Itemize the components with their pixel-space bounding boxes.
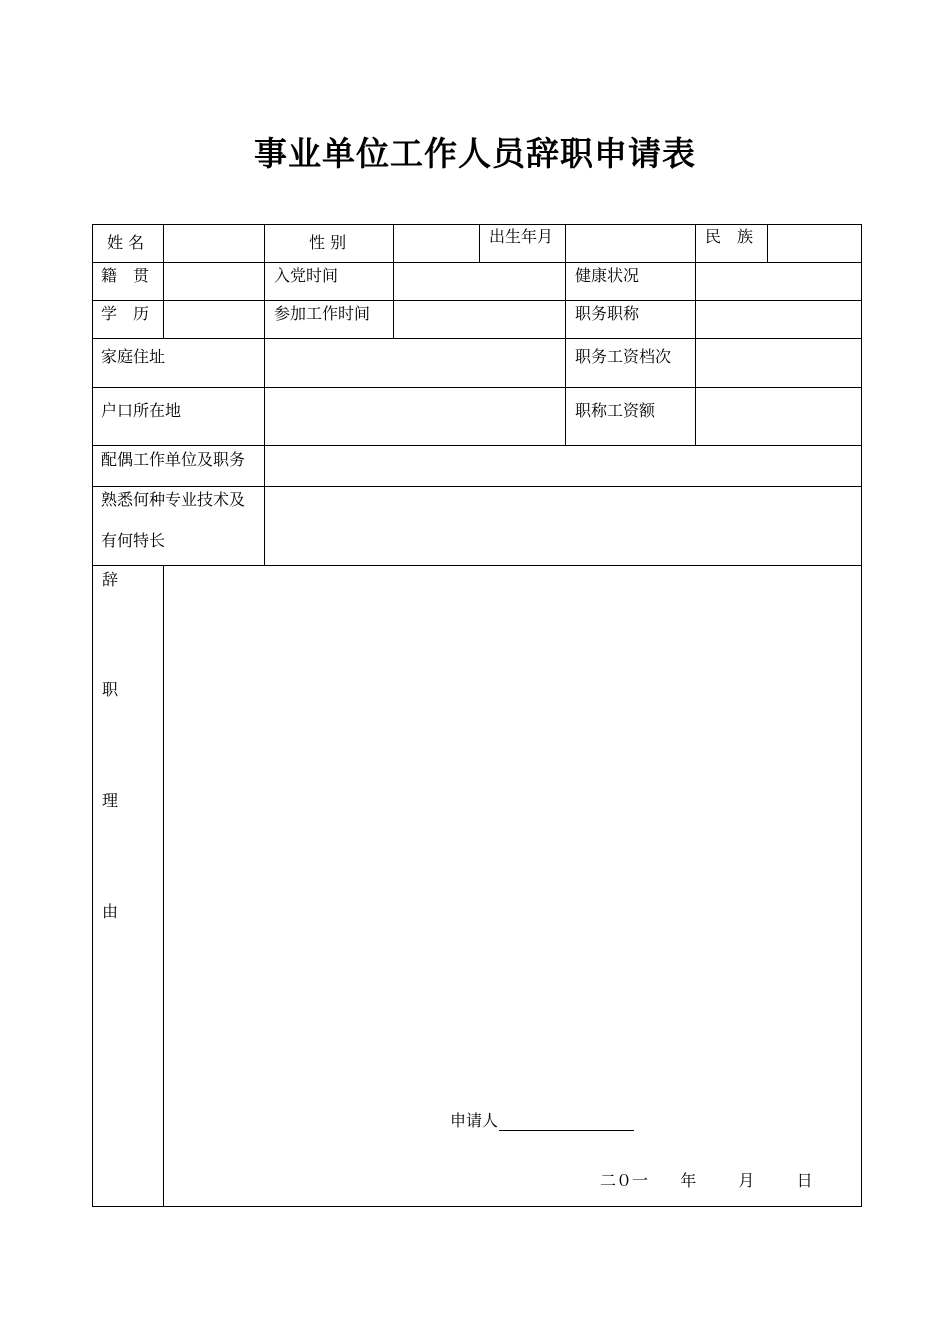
birth-date-field[interactable]: [566, 225, 695, 262]
applicant-signature: [450, 1111, 634, 1131]
label-education: 学 历: [101, 304, 150, 323]
education-field[interactable]: [164, 301, 264, 338]
work-start-date-field[interactable]: [394, 301, 565, 338]
resignation-reason-field[interactable]: [164, 566, 861, 1086]
label-hukou-location: 户口所在地: [101, 401, 182, 420]
title-salary-field[interactable]: [696, 388, 861, 445]
reason-label-char: 由: [102, 902, 119, 921]
post-title-field[interactable]: [696, 301, 861, 338]
name-field[interactable]: [164, 225, 264, 262]
label-spouse-employer: 配偶工作单位及职务: [101, 450, 246, 469]
ethnicity-field[interactable]: [768, 225, 861, 262]
post-salary-grade-field[interactable]: [696, 339, 861, 387]
reason-label-char: 理: [102, 791, 119, 810]
label-post-title: 职务职称: [575, 304, 640, 323]
label-birth-date: 出生年月: [489, 227, 554, 246]
resignation-form: [92, 224, 862, 1207]
native-place-field[interactable]: [164, 263, 264, 300]
date-month: 月: [738, 1171, 755, 1190]
label-health: 健康状况: [575, 266, 640, 285]
signature-line[interactable]: [499, 1114, 634, 1131]
label-work-start-date: 参加工作时间: [274, 304, 371, 323]
border-right: [861, 224, 862, 1207]
label-native-place: 籍 贯: [101, 266, 150, 285]
border-left: [92, 224, 93, 1207]
skills-field[interactable]: [265, 487, 861, 565]
health-field[interactable]: [696, 263, 861, 300]
label-name: 姓 名: [107, 233, 145, 252]
spouse-employer-field[interactable]: [265, 446, 861, 486]
reason-label-char: 职: [102, 680, 119, 699]
page-title: 事业单位工作人员辞职申请表: [254, 134, 696, 173]
date-day: 日: [796, 1171, 813, 1190]
label-ethnicity: 民 族: [705, 227, 754, 246]
label-party-join-date: 入党时间: [274, 266, 339, 285]
date-line: [600, 1171, 813, 1191]
reason-label-char: 辞: [102, 570, 119, 589]
hukou-location-field[interactable]: [265, 388, 565, 445]
label-post-salary-grade: 职务工资档次: [575, 347, 672, 366]
home-address-field[interactable]: [265, 339, 565, 387]
label-skills-line2: 有何特长: [101, 531, 166, 550]
label-title-salary: 职称工资额: [575, 401, 656, 420]
applicant-label: 申请人: [450, 1111, 499, 1130]
label-home-address: 家庭住址: [101, 347, 166, 366]
label-skills-line1: 熟悉何种专业技术及: [101, 490, 246, 509]
gender-field[interactable]: [394, 225, 479, 262]
party-join-date-field[interactable]: [394, 263, 565, 300]
col-divider: [479, 224, 480, 262]
date-year-prefix: 二０一: [600, 1171, 649, 1190]
row-divider: [92, 1206, 862, 1207]
label-gender: 性 别: [309, 233, 347, 252]
date-year: 年: [680, 1171, 697, 1190]
